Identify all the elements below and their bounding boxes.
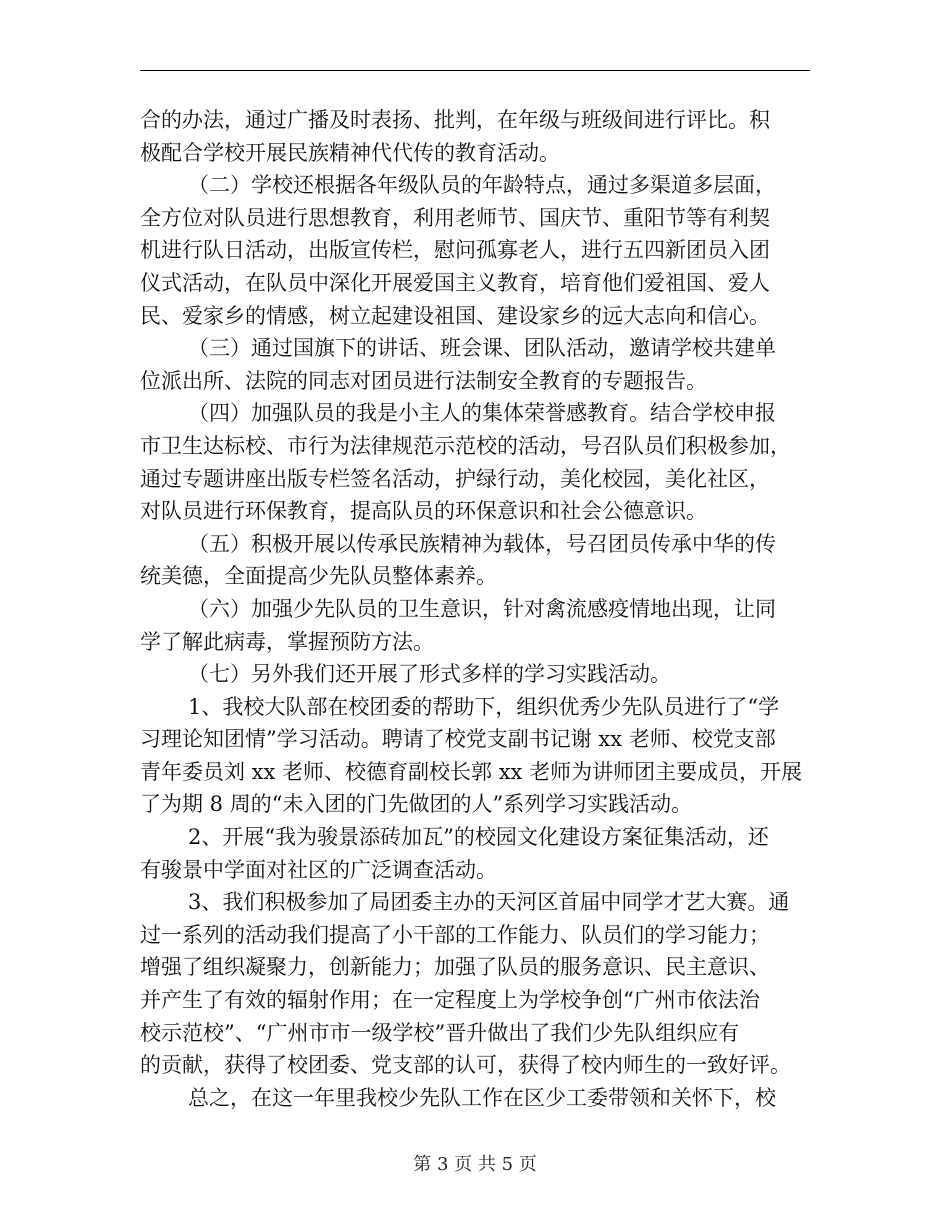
text-line: 仪式活动，在队员中深化开展爱国主义教育，培育他们爱祖国、爱人	[140, 270, 770, 295]
paragraph-start-line: 1、我校大队部在校团委的帮助下，组织优秀少先队员进行了“学	[188, 694, 780, 719]
paragraph-start-line: （五）积极开展以传承民族精神为载体，号召团员传承中华的传	[188, 531, 776, 556]
text-line: 合的办法，通过广播及时表扬、批判，在年级与班级间进行评比。积	[140, 108, 770, 132]
text-line: 校示范校”、“广州市市一级学校”晋升做出了我们少先队组织应有	[140, 1020, 740, 1045]
paragraph-start-line: 3、我们积极参加了局团委主办的天河区首届中同学才艺大赛。通	[188, 890, 790, 915]
text-line: 了为期 8 周的“未入团的门先做团的人”系列学习实践活动。	[140, 792, 693, 817]
text-line: 极配合学校开展民族精神代代传的教育活动。	[140, 140, 560, 165]
text-line: 的贡献，获得了校团委、党支部的认可，获得了校内师生的一致好评。	[140, 1053, 791, 1078]
text-line: 全方位对队员进行思想教育，利用老师节、国庆节、重阳节等有利契	[140, 205, 770, 230]
paragraph-start-line: （三）通过国旗下的讲话、班会课、团队活动，邀请学校共建单	[188, 336, 776, 361]
paragraph-start-line: 2、开展“我为骏景添砖加瓦”的校园文化建设方案征集活动，还	[188, 825, 769, 850]
text-line: 过一系列的活动我们提高了小干部的工作能力、队员们的学习能力；	[140, 922, 770, 947]
text-line: 习理论知团情”学习活动。聘请了校党支副书记谢 xx 老师、校党支部	[140, 727, 776, 752]
text-line: 统美德，全面提高少先队员整体素养。	[140, 564, 497, 589]
text-line: 有骏景中学面对社区的广泛调查活动。	[140, 857, 497, 882]
page-number-footer: 第 3 页 共 5 页	[413, 1154, 537, 1175]
text-line: 市卫生达标校、市行为法律规范示范校的活动，号召队员们积极参加，	[140, 433, 791, 458]
text-line: 对队员进行环保教育，提高队员的环保意识和社会公德意识。	[140, 499, 707, 524]
paragraph-start-line: 总之，在这一年里我校少先队工作在区少工委带领和关怀下，校	[188, 1085, 776, 1110]
text-line: 位派出所、法院的同志对团员进行法制安全教育的专题报告。	[140, 368, 707, 393]
text-line: 机进行队日活动，出版宣传栏，慰问孤寡老人，进行五四新团员入团	[140, 238, 770, 263]
paragraph-start-line: （二）学校还根据各年级队员的年龄特点，通过多渠道多层面，	[188, 173, 776, 198]
text-line: 青年委员刘 xx 老师、校德育副校长郭 xx 老师为讲师团主要成员，开展	[140, 759, 803, 784]
paragraph-start-line: （六）加强少先队员的卫生意识，针对禽流感疫情地出现，让同	[188, 596, 776, 621]
text-line: 并产生了有效的辐射作用；在一定程度上为学校争创“广州市依法治	[140, 988, 760, 1013]
document-body	[140, 104, 810, 1114]
text-line: 增强了组织凝聚力，创新能力；加强了队员的服务意识、民主意识、	[140, 955, 770, 980]
text-line: 学了解此病毒，掌握预防方法。	[140, 629, 434, 654]
text-line: 民、爱家乡的情感，树立起建设祖国、建设家乡的远大志向和信心。	[140, 303, 770, 328]
text-line: 通过专题讲座出版专栏签名活动，护绿行动，美化校园，美化社区，	[140, 466, 770, 491]
paragraph-start-line: （四）加强队员的我是小主人的集体荣誉感教育。结合学校申报	[188, 401, 776, 426]
header-rule	[140, 70, 810, 71]
paragraph-start-line: （七）另外我们还开展了形式多样的学习实践活动。	[188, 662, 671, 687]
